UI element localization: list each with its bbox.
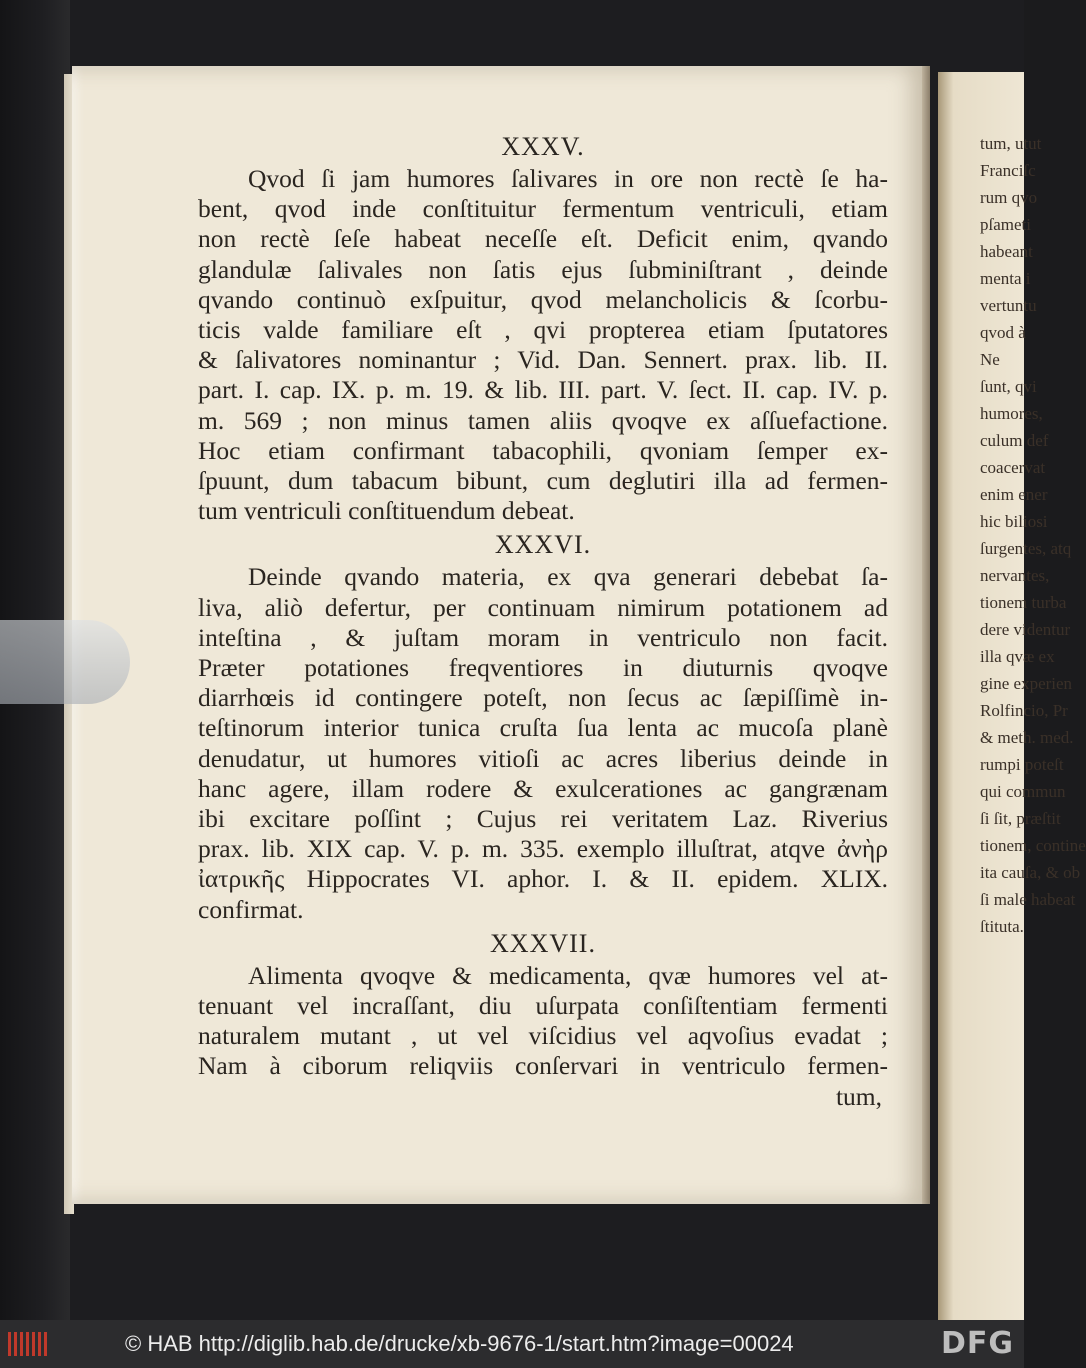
right-page-fragment: qvod à [980, 323, 1026, 342]
text-line: ticis valde familiare eſt , qvi propterea etiam ſputatores [198, 315, 888, 345]
section-paragraph [198, 164, 888, 526]
text-line: hanc agere, illam rodere & exulcerationes ac gangrænam [198, 773, 888, 803]
right-page-fragment: culum def [980, 431, 1049, 450]
right-page-fragment: tionem turba [980, 593, 1067, 612]
text-line: denudatur, ut humores vitioſi ac acres liberius deinde in [198, 743, 888, 773]
right-page-fragment: rumpi poteſt [980, 755, 1064, 774]
text-line: Qvod ſi jam humores ſalivares in ore non rectè ſe ha- [248, 164, 888, 193]
right-page-fragment: vertuntu [980, 296, 1037, 315]
right-page-fragment: nervantes, [980, 566, 1050, 585]
page-clip [0, 620, 130, 704]
section-heading: XXXVII. [490, 928, 596, 958]
right-page-fragment: ſi ſit, præſtit [980, 809, 1061, 828]
copyright-link[interactable]: © HAB http://diglib.hab.de/drucke/xb-9676-1/start.htm?image=00024 [125, 1331, 794, 1356]
right-page-fragment: ſunt, qvi [980, 377, 1037, 396]
section-heading: XXXVI. [494, 530, 592, 560]
catchword: tum, [835, 1081, 882, 1111]
right-page-fragment: Franciſc [980, 161, 1036, 180]
section-paragraph [198, 562, 888, 924]
text-line: teſtinorum interior tunica cruſta ſua lenta ac mucoſa planè [198, 713, 888, 743]
text-line: prax. lib. XIX cap. V. p. m. 335. exemplo illuſtrat, atqve ἀνὴρ [198, 834, 888, 864]
right-page-fragment: ita cauſa, & ob [980, 863, 1081, 882]
text-line: glandulæ ſalivales non ſatis ejus ſubminiſtrant , deinde [198, 254, 888, 284]
right-page-fragment: ſi male habeat [980, 890, 1076, 909]
text-line: diarrhœis id contingere poteſt, non ſecus ac ſæpiſſimè in- [198, 683, 888, 713]
right-page-fragment: & meth. med. [980, 728, 1074, 747]
right-page-fragment: Rolfincio, Pr [980, 701, 1068, 720]
footer-bar [0, 1320, 1024, 1368]
text-line: Alimenta qvoqve & medicamenta, qvæ humores vel at- [248, 960, 888, 990]
section-heading: XXXV. [501, 132, 585, 161]
right-page-fragment: tum, utut [980, 134, 1042, 153]
book-page-right [938, 72, 1086, 1320]
text-line: non rectè ſeſe habeat neceſſe eſt. Deficit enim, qvando [198, 224, 888, 254]
text-line: Præter potationes freqventiores in diuturnis qvoqve [198, 653, 888, 683]
right-page-fragment: humores, [980, 404, 1043, 423]
text-line: & ſalivatores nominantur ; Vid. Dan. Sennert. prax. lib. II. [198, 345, 888, 375]
text-line: liva, aliò defertur, per continuam nimirum potationem ad [198, 592, 888, 622]
dfg-logo: DFG [940, 1326, 1014, 1361]
text-line: Deinde qvando materia, ex qva generari debebat ſa- [248, 562, 888, 592]
right-page-fragment: habeant [980, 242, 1033, 261]
right-page-fragment: illa qvæ ex [980, 647, 1055, 666]
text-line: ſpuunt, dum tabacum bibunt, cum deglutiri illa ad fermen- [198, 466, 888, 496]
hab-logo-icon [8, 1332, 48, 1356]
text-line: ibi excitare poſſint ; Cujus rei veritatem Laz. Riverius [198, 804, 888, 834]
text-line: inteſtina , & juſtam moram in ventriculo non facit. [198, 622, 888, 652]
right-page-fragment: coacervat [980, 458, 1046, 477]
right-page-fragment: tionem, contine [980, 836, 1086, 855]
text-line: Nam à ciborum reliqviis conſervari in ventriculo fermen- [198, 1051, 888, 1081]
right-page-fragment: Ne [980, 350, 1000, 369]
right-page-fragment: ſtituta. [980, 917, 1024, 936]
right-page-fragment: hic biliosi [980, 512, 1048, 531]
right-page-fragment: rum qvo [980, 188, 1038, 207]
text-line: naturalem mutant , ut vel viſcidius vel aqvoſius evadat ; [198, 1021, 888, 1051]
text-line: tenuant vel incraſſant, diu uſurpata conſiſtentiam fermenti [198, 991, 888, 1021]
text-line: qvando continuò exſpuitur, qvod melancholicis & ſcorbu- [198, 284, 888, 314]
text-line: Hoc etiam confirmant tabacophili, qvoniam ſemper ex- [198, 435, 888, 465]
text-line: ἰατρικῆς Hippocrates VI. aphor. I. & II. epidem. XLIX. [198, 864, 888, 894]
text-line: tum ventriculi conſtituendum debeat. [198, 496, 575, 526]
text-line: part. I. cap. IX. p. m. 19. & lib. III. part. V. ſect. II. cap. IV. p. [198, 375, 888, 405]
text-line: bent, qvod inde conſtituitur fermentum ventriculi, etiam [198, 194, 888, 224]
right-page-text [980, 130, 1086, 940]
text-line: m. 569 ; non minus tamen aliis qvoqve ex aſſuefactione. [198, 405, 888, 435]
right-page-fragment: dere videntur [980, 620, 1071, 639]
right-page-fragment: ſurgentes, atq [980, 539, 1072, 558]
right-page-fragment: menta i [980, 269, 1031, 288]
right-page-fragment: gine experien [980, 674, 1073, 693]
right-page-fragment: qui commun [980, 782, 1066, 801]
text-line: confirmat. [198, 894, 304, 924]
section-paragraph [198, 961, 888, 1082]
right-page-fragment: pſameti [980, 215, 1031, 234]
page-text [198, 128, 888, 1112]
right-page-fragment: enim ener [980, 485, 1048, 504]
